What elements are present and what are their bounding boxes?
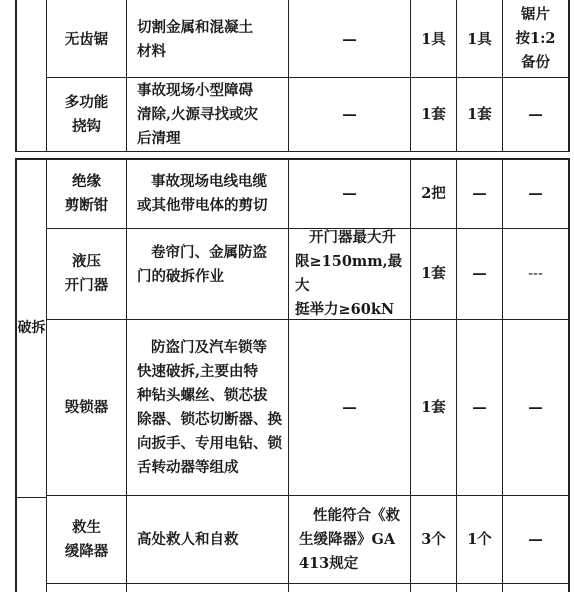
table-row — [47, 2, 126, 77]
item-qty-b: 1个 — [467, 530, 492, 548]
item-qty-a: 1具 — [421, 30, 446, 48]
item-qty-b: — — [472, 265, 487, 282]
item-qty-a: 3个 — [421, 530, 446, 548]
table-row: 液压 开门器 — [64, 253, 109, 294]
item-qty-a: 1套 — [421, 105, 446, 123]
item-purpose: 切割金属和混凝土 材料 — [137, 18, 253, 60]
table-row: 毁锁器 — [64, 398, 109, 416]
top-table — [0, 0, 574, 152]
item-purpose: 卷帘门、金属防盗 门的破拆作业 — [137, 244, 267, 285]
item-remark: — — [528, 105, 543, 123]
item-spec: — — [342, 185, 357, 202]
item-qty-a: 1套 — [421, 398, 446, 416]
item-purpose: 事故现场小型障碍 清除,火源寻找或灾 后清理 — [137, 81, 259, 147]
item-remark: 锯片 按1:2 备份 — [515, 5, 556, 71]
item-remark: — — [528, 185, 543, 202]
item-purpose: 事故现场电线电缆 或其他带电体的剪切 — [137, 173, 268, 214]
item-qty-b: 1具 — [467, 30, 492, 48]
category-label: 破拆 — [17, 320, 46, 336]
item-remark: — — [528, 398, 543, 416]
item-remark: — — [528, 530, 543, 548]
table-row: 救生 缓降器 — [64, 518, 109, 560]
bottom-table — [0, 158, 574, 592]
item-spec: — — [342, 30, 357, 48]
item-qty-a: 2把 — [421, 185, 446, 202]
item-spec: — — [342, 105, 357, 123]
table-row: 绝缘 剪断钳 — [64, 173, 109, 214]
item-spec: 开门器最大升 限≥150mm,最大 挺举力≥60kN — [295, 229, 403, 318]
item-name: 无齿锯 — [64, 30, 109, 48]
item-qty-b: — — [472, 398, 487, 416]
item-qty-a: 1套 — [421, 265, 446, 282]
item-qty-b: 1套 — [467, 105, 492, 123]
item-purpose: 高处救人和自救 — [137, 530, 239, 548]
table-row: 多功能 挠钩 — [64, 93, 109, 135]
item-purpose: 防盗门及汽车锁等 快速破拆,主要由特 种钻头螺丝、锁芯拔 除器、锁芯切断器、换 向扳手、专用电钻、锁 舌转动器等组成 — [137, 338, 282, 476]
item-qty-b: — — [472, 185, 487, 202]
item-spec: 性能符合《救 生缓降器》GA 413规定 — [299, 506, 400, 572]
item-spec: — — [342, 398, 357, 416]
item-remark: --- — [528, 266, 543, 282]
